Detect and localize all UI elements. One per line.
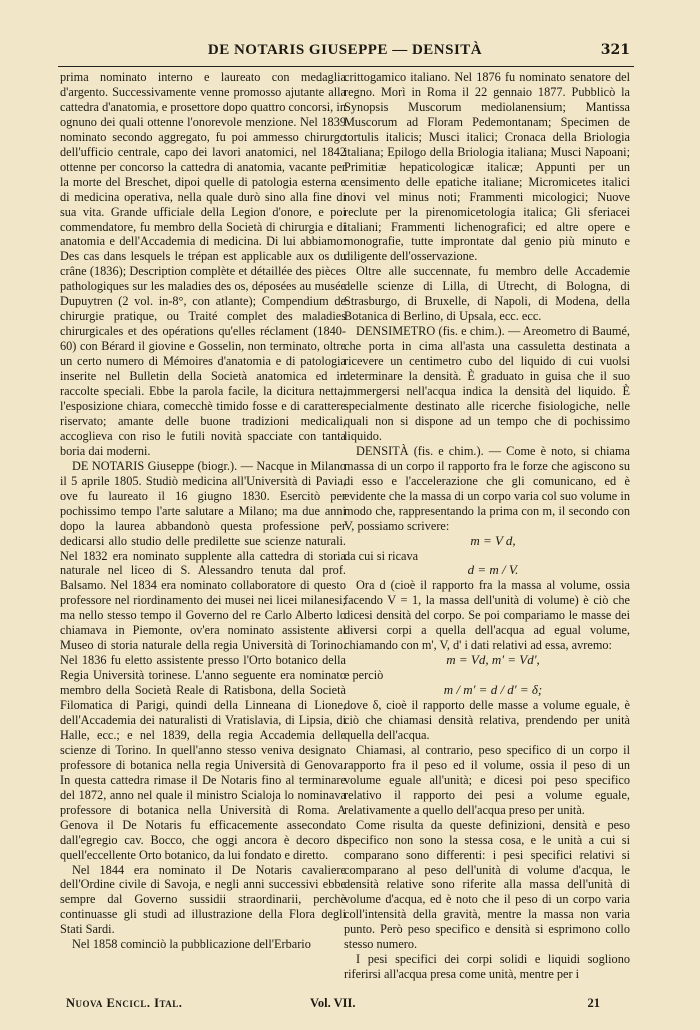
paragraph: DENSIMETRO (fis. e chim.). — Areometro di Baumé, che porta in cima all'asta una cassuletta destinata a ricevere un centimetro cubo del liquido di cui vuolsi determinare la densità. È graduato in guisa che il suo immergersi nell'acqua indica la densità del liquido. È specialmente destinato alle ricerche fisiologiche, nelle quali non si dispone ad un tempo che di pochissimo liquido. — [344, 324, 630, 443]
equation: m / m' = d / d' = δ; — [443, 682, 543, 698]
paragraph: Nel 1844 era nominato il De Notaris cavaliere dell'Ordine civile di Savoja, e negli anni successivi ebbe sempre dal Governo sussidii straordinarii, perchè continuasse gli studi ad illustrazione della Flora degli Stati Sardi. — [60, 862, 346, 937]
footer-signature: 21 — [587, 996, 600, 1010]
paragraph: I pesi specifici dei corpi solidi e liquidi sogliono riferirsi all'acqua presa come unità, mentre per i — [344, 952, 630, 982]
paragraph: prima nominato interno e laureato con medaglia d'argento. Successivamente venne promosso ajutante alla cattedra d'anatomia, e prosettore dopo quattro concorsi, in ognuno dei quali ottenne l'onorevole menzione. Nel 1839 nominato secondo aggregato, fu poi ammesso chirurgo dell'ufficio centrale, capo dei lavori anatomici, nel 1842 ottenne per concorso la cattedra di anatomia, vacante per la morte del Breschet, dipoi quelle di patologia esterna e di medicina operativa, nella quale durò sino alla fine di sua vita. Grande ufficiale della Legion d'onore, e poi commendatore, fu membro della Società di chirurgia e di anatomia e dell'Accademia di medicina. Di lui abbiamo: Des cas dans lesquels le trépan est applicable aux os du crâne (1836); Description complète et détaillée des pièces pathologiques sur les maladies des os, déposées au musée Dupuytren (2 vol. in-8°, con atlante); Compendium de chirurgie pratique, ou Traité complet des maladies chirurgicales et des opérations qu'elles réclament (1840-60) con Bérard il giovine e Gosselin, non terminato, oltre un certo numero di Mémoires d'anatomia e di patologia inserite nel Bulletin della Società anatomica ed in raccolte speciali. Ebbe la parola facile, la dicitura netta, l'esposizione chiara, comecchè timido fosse e di carattere riservato; amante delle buone tradizioni medicali, accoglieva con riso le futili novità spacciate con tanta boria dai moderni. — [60, 70, 346, 458]
paragraph: Ora d (cioè il rapporto fra la massa al volume, ossia facendo V = 1, la massa dell'unità di volume) è ciò che dicesi densità del corpo. Se poi compariamo le masse dei diversi corpi a quella dell'acqua ad egual volume, chiamando con m', V, d' i dati relativi ad essa, avremo: — [344, 578, 630, 653]
equation: d = m / V. — [467, 562, 519, 578]
right-column — [344, 70, 630, 982]
paragraph: crittogamico italiano. Nel 1876 fu nominato senatore del regno. Morì in Roma il 22 gennaio 1877. Pubblicò la Synopsis Muscorum mediolanensium; Mantissa Muscorum ad Floram Pedemontanam; Specimen de tortulis italicis; Musci italici; Cronaca della Briologia italiana; Epilogo della Briologia italiana; Musci Napoani; Primitiæ hepaticologicæ italicæ; Appunti per un censimento delle epatiche italiane; Micromicetes italici novi vel minus noti; Frammenti micologici; Nuove reclute per la pirenomicetologia italica; Gli sferiacei italiani; Frammenti lichenografici; ed altre opere e monografie, tutte improntate dal genio più minuto e diligente dell'osservazione. — [344, 70, 630, 264]
paragraph: Nel 1858 cominciò la pubblicazione dell'Erbario — [72, 937, 311, 952]
paragraph: dove δ, cioè il rapporto delle masse a volume eguale, è ciò che chiamasi densità relativa, prendendo per unità quella dell'acqua. — [344, 698, 630, 742]
paragraph: e perciò — [344, 668, 384, 683]
paragraph: DE NOTARIS Giuseppe (biogr.). — Nacque in Milano il 5 aprile 1805. Studiò medicina all'Università di Pavia, ove fu laureato il 16 giugno 1830. Esercitò per pochissimo tempo l'arte salutare a Milano; ma due anni dopo la laurea abbandonò questa professione per dedicarsi allo studio delle predilette sue scienze naturali. Nel 1832 era nominato supplente alla cattedra di storia naturale nel liceo di S. Alessandro tenuta dal prof. Balsamo. Nel 1834 era nominato collaboratore di questo professore nel riordinamento dei musei nei licei milanesi; ma nello stesso tempo il Governo del re Carlo Alberto lo chiamava in Piemonte, ov'era nominato assistente al Museo di storia naturale della regia Università di Torino. Nel 1836 fu eletto assistente presso l'Orto botanico della Regia Università torinese. L'anno seguente era nominato membro della Società Reale di Ratisbona, della Società Filomatica di Parigi, quindi della Linneana di Lione, dell'Accademia dei naturalisti di Vratislavia, di Lipsia, di Halle, ecc.; e nel 1839, della regia Accademia delle scienze di Torino. In quell'anno stesso veniva designato professore di botanica nella regia Università di Genova. In questa cattedra rimase il De Notaris fino al terminare del 1872, anno nel quale il ministro Scialoja lo nominava professore di botanica nella Università di Roma. A Genova il De Notaris fu efficacemente assecondato dall'egregio cav. Bocco, che oggi ancora è decoro di quell'eccellente Orto botanico, da lui fondato e diretto. — [60, 458, 346, 862]
paragraph: Oltre alle succennate, fu membro delle Accademie delle scienze di Lilla, di Utrecht, di Bologna, di Strasburgo, di Bruxelle, di Napoli, di Modena, della Botanica di Berlino, di Upsala, ecc. ecc. — [344, 264, 630, 324]
page-footer — [66, 996, 600, 1016]
header-rule — [58, 66, 634, 67]
paragraph: Come risulta da queste definizioni, densità e peso specifico non sono la stessa cosa, e le unità a cui si comparano sono differenti: i pesi specifici relativi si comparano al peso dell'unità di volume d'acqua, le densità relative sono riferite alla massa dell'unità di volume d'acqua, ed è noto che il peso di un corpo varia coll'intensità della gravità, mentre la massa non varia punto. Però peso specifico e densità si esprimono collo stesso numero. — [344, 817, 630, 952]
footer-publication: Nuova Encicl. Ital. — [66, 996, 183, 1010]
header-title: DE NOTARIS GIUSEPPE — DENSITÀ — [207, 42, 483, 58]
paragraph: DENSITÀ (fis. e chim.). — Come è noto, si chiama massa di un corpo il rapporto fra le forze che agiscono su di esso e l'accelerazione che gli comunicano, ed è evidente che la massa di un corpo varia col suo volume in modo che, rappresentando la prima con m, il secondo con V, possiamo scrivere: — [344, 443, 630, 533]
equation: m = V d, — [470, 532, 516, 548]
page-number: 321 — [600, 42, 630, 58]
paragraph: Chiamasi, al contrario, peso specifico di un corpo il rapporto fra il peso ed il volume, ossia il peso di un volume eguale all'unità; e dicesi poi peso specifico relativo il rapporto dei pesi a volume eguale, relativamente a quello dell'acqua preso per unità. — [344, 742, 630, 817]
paragraph: da cui si ricava — [344, 548, 419, 563]
left-column — [60, 70, 346, 952]
equation: m = Vd, m' = Vd', — [446, 652, 540, 668]
running-header — [60, 42, 630, 66]
footer-volume: Vol. VII. — [310, 996, 356, 1010]
